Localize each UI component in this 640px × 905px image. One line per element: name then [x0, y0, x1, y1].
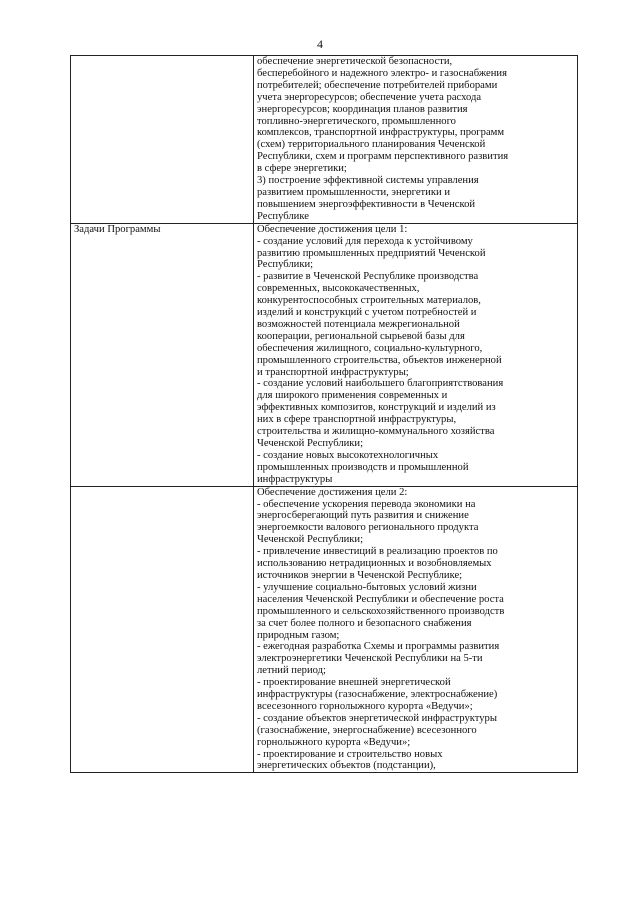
- table-row: [71, 223, 578, 486]
- content-line: инфраструктуры (газоснабжение, электроснабжение): [257, 689, 498, 701]
- content-line: комплексов, транспортной инфраструктуры, программ: [257, 127, 505, 139]
- content-line: повышением энергоэффективности в Чеченской: [257, 198, 476, 210]
- content-line: возможностей потенциала межрегиональной: [257, 318, 460, 330]
- table-body: [71, 56, 578, 773]
- program-passport-table: [70, 55, 578, 773]
- content-line: - создание объектов энергетической инфраструктуры: [257, 712, 497, 724]
- row-label: Задачи Программы: [74, 223, 161, 235]
- content-line: - проектирование и строительство новых: [257, 748, 443, 760]
- content-line: энергоемкости валового регионального продукта: [257, 522, 479, 534]
- content-line: - ежегодная разработка Схемы и программы развития: [257, 641, 500, 653]
- content-line: Обеспечение достижения цели 1:: [257, 223, 408, 235]
- content-line: Чеченской Республики;: [257, 438, 364, 449]
- row-content-cell: [254, 56, 578, 224]
- content-line: кооперации, региональной сырьевой базы для: [257, 330, 465, 342]
- content-line: Чеченской Республики;: [257, 534, 364, 546]
- content-line: - улучшение социально-бытовых условий жизни: [257, 581, 477, 593]
- content-line: конкурентоспособных строительных материалов,: [257, 295, 481, 307]
- content-line: - создание условий для перехода к устойчивому: [257, 235, 473, 247]
- content-line: энергетических объектов (подстанции),: [257, 760, 436, 772]
- content-line: промышленного строительства, объектов инженерной: [257, 354, 502, 366]
- content-line: населения Чеченской Республики и обеспечение роста: [257, 593, 504, 605]
- content-line: - развитие в Чеченской Республике производства: [257, 271, 479, 283]
- row-content-cell: [254, 223, 578, 486]
- content-line: горнолыжного курорта «Ведучи»;: [257, 736, 411, 748]
- content-line: для широкого применения современных и: [257, 390, 448, 402]
- row-label-cell: [71, 56, 254, 224]
- content-line: инфраструктуры: [257, 473, 333, 485]
- content-line: природным газом;: [257, 629, 340, 641]
- page-number: 4: [317, 37, 323, 51]
- table-row: [71, 486, 578, 773]
- content-line: за счет более полного и безопасного снабжения: [257, 617, 472, 629]
- content-line: промышленного и сельскохозяйственного производств: [257, 605, 505, 617]
- content-line: использованию нетрадиционных и возобновляемых: [257, 558, 492, 570]
- content-line: топливно-энергетического, промышленного: [257, 115, 456, 127]
- content-line: 3) построение эффективной системы управления: [257, 175, 479, 187]
- content-line: энергосберегающий путь развития и снижение: [257, 510, 469, 522]
- content-line: изделий и конструкций с учетом потребностей и: [257, 307, 477, 319]
- content-line: и транспортной инфраструктуры;: [257, 366, 409, 378]
- content-line: обеспечение энергетической безопасности,: [257, 56, 453, 67]
- table-row: [71, 56, 578, 224]
- content-line: обеспечения жилищного, социально-культурного,: [257, 342, 483, 354]
- content-line: Республики, схем и программ перспективного развития: [257, 151, 509, 163]
- content-line: - привлечение инвестиций в реализацию проектов по: [257, 546, 498, 558]
- row-content-cell: [254, 486, 578, 773]
- content-line: потребителей; обеспечение потребителей приборами: [257, 79, 498, 91]
- content-line: эффективных композитов, конструкций и изделий из: [257, 402, 496, 414]
- content-line: энергоресурсов; координация планов развития: [257, 103, 468, 115]
- content-line: Республике: [257, 210, 309, 222]
- content-line: современных, высококачественных,: [257, 283, 420, 295]
- content-line: источников энергии в Чеченской Республике;: [257, 569, 463, 581]
- content-line: в сфере энергетики;: [257, 163, 347, 175]
- content-line: электроэнергетики Чеченской Республики на 5-ти: [257, 653, 483, 665]
- content-line: строительства и жилищно-коммунального хозяйства: [257, 426, 495, 438]
- content-line: развитию промышленных предприятий Чеченской: [257, 247, 486, 259]
- content-line: промышленных производств и промышленной: [257, 461, 469, 473]
- content-line: (схем) территориального планирования Чеченской: [257, 139, 486, 151]
- content-line: всесезонного горнолыжного курорта «Ведучи»;: [257, 700, 473, 712]
- row-label-cell: [71, 223, 254, 486]
- content-line: - создание новых высокотехнологичных: [257, 449, 439, 461]
- content-line: летний период;: [257, 665, 326, 677]
- content-line: (газоснабжение, энергоснабжение) всесезонного: [257, 724, 477, 736]
- content-line: - проектирование внешней энергетической: [257, 677, 451, 689]
- content-line: Республики;: [257, 259, 314, 271]
- content-line: Обеспечение достижения цели 2:: [257, 486, 408, 498]
- content-line: - создание условий наибольшего благоприятствования: [257, 378, 504, 390]
- content-line: них в сфере транспортной инфраструктуры,: [257, 414, 457, 426]
- content-line: развитием промышленности, энергетики и: [257, 186, 450, 198]
- row-label-cell: [71, 486, 254, 773]
- content-line: - обеспечение ускорения перевода экономики на: [257, 498, 476, 510]
- content-line: учета энергоресурсов; обеспечение учета расхода: [257, 91, 482, 103]
- content-line: бесперебойного и надежного электро- и газоснабжения: [257, 67, 507, 79]
